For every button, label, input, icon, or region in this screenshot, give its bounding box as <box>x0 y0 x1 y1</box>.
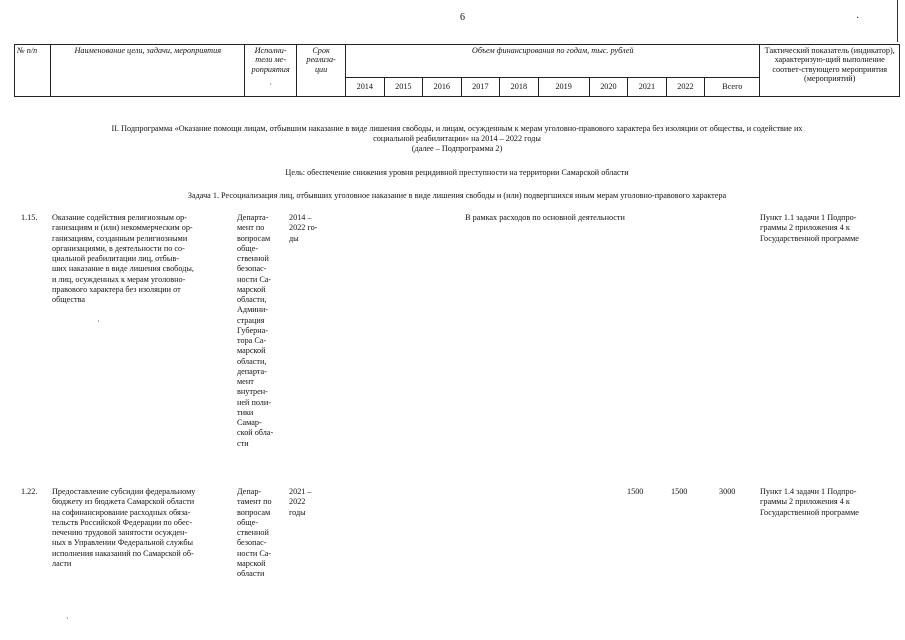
year-total: Всего <box>705 78 760 97</box>
row-1-finance-note: В рамках расходов по основной деятельности <box>465 213 625 222</box>
row-1-name: Оказание содействия религиозным ор- ганизациям и (или) некоммерческим ор- ганизациям, созданным религиозными организациями, в деятельности по со- циальной реабилитации лиц, отбыв- ших наказание в виде лишения свободы, и лиц, осужденных к мерам уголовно- правового характера без изоляции от общества <box>52 213 194 304</box>
header-table <box>14 44 900 97</box>
row-2-indicator: Пункт 1.4 задачи 1 Подпро- граммы 2 приложения 4 к Государственной программе <box>760 487 859 517</box>
scan-dot: · <box>66 614 69 623</box>
scan-dot: · <box>97 317 100 326</box>
year-2016: 2016 <box>423 78 462 97</box>
scan-edge-line <box>897 0 898 42</box>
row-1-exec: Департа- мент по вопросам обще- ственной безопас- ности Са- марской области, Админи- страция Губерна- тора Са- марской области, дeпарта- мент внутрен- ней поли- тики Самар- ской обла- сти <box>237 213 274 448</box>
row-2-num: 1.22. <box>21 487 38 496</box>
row-1-num: 1.15. <box>21 213 38 222</box>
header-col-term: Срок реализа- ции <box>297 45 346 97</box>
row-2-name: Предоставление субсидии федеральному бюджету из бюджета Самарской области на софинансирование расходных обяза- тельств Российской Федерации по обес- печению трудовой занятости осужден- ных в Управлении Федеральной службы исполнения наказаний по Самарской об- ласти <box>52 487 196 568</box>
row-1-term: 2014 – 2022 го- ды <box>289 213 318 243</box>
header-col-exec-mark: · <box>269 80 272 90</box>
row-2-value-2022: 1500 <box>671 487 688 496</box>
year-2021: 2021 <box>628 78 667 97</box>
scan-dot: · <box>856 13 860 24</box>
task-text: Задача 1. Ресоциализация лиц, отбывших уголовное наказание в виде лишения свободы и (или) подвергшихся иным мерам уголовно-правового характера <box>187 191 727 200</box>
subprogram-line-2: социальной реабилитации» на 2014 – 2022 годы <box>373 133 541 143</box>
page-number: 6 <box>460 12 465 23</box>
year-2015: 2015 <box>384 78 423 97</box>
row-2-value-total: 3000 <box>719 487 736 496</box>
header-col-num: № п/п <box>15 45 51 97</box>
year-2017: 2017 <box>461 78 500 97</box>
header-col-name: Наименование цели, задачи, мероприятия <box>51 45 245 97</box>
year-2022: 2022 <box>666 78 705 97</box>
row-2-term: 2021 – 2022 годы <box>289 487 312 517</box>
header-col-indicator: Тактический показатель (индикатор), характеризую-щий выполнение соответ-ствующего мероприятия (мероприятий) <box>760 45 900 97</box>
row-1-indicator: Пункт 1.1 задачи 1 Подпро- граммы 2 приложения 4 к Государственной программе <box>760 213 859 243</box>
header-col-exec <box>245 45 297 97</box>
year-2019: 2019 <box>538 78 589 97</box>
row-2-value-2021: 1500 <box>627 487 644 496</box>
row-2-exec: Депар- тамент по вопросам обще- ственной безопас- ности Са- марской области <box>237 487 272 578</box>
subprogram-title <box>14 124 900 154</box>
subprogram-line-1: II. Подпрограмма «Оказание помощи лицам, отбывшим наказание в виде лишения свободы, и лицам, осужденным к мерам уголовно-правового характера без изоляции от общества, и содействие их <box>111 124 803 133</box>
year-2014: 2014 <box>346 78 385 97</box>
year-2018: 2018 <box>500 78 539 97</box>
goal-text: Цель: обеспечение снижения уровня рецидивной преступности на территории Самарской области <box>285 168 629 177</box>
header-col-exec-text: Исполни- тели ме- роприятия <box>251 46 290 74</box>
header-col-finance: Объем финансирования по годам, тыс. рублей <box>346 45 760 78</box>
subprogram-line-3: (далее – Подпрограмма 2) <box>411 143 503 153</box>
year-2020: 2020 <box>589 78 628 97</box>
